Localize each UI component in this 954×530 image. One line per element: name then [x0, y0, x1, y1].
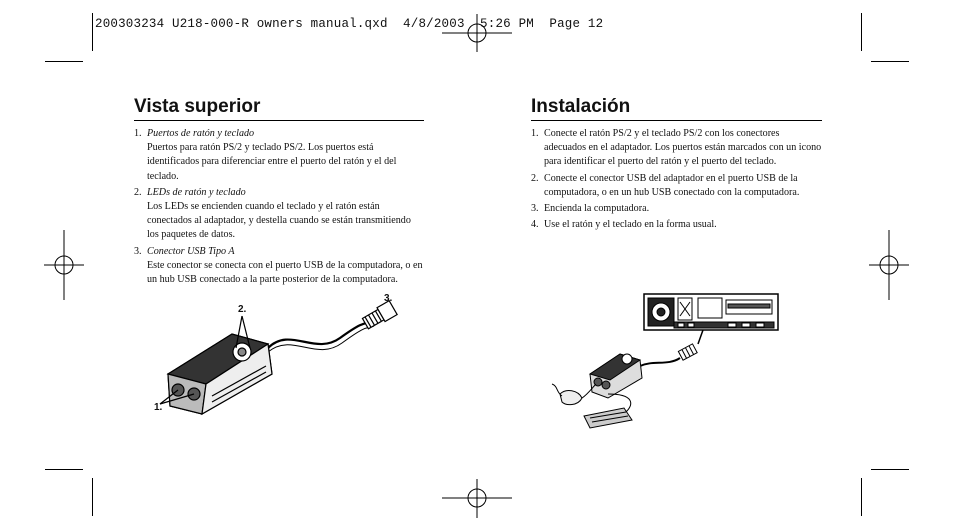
installation-illustration — [538, 286, 800, 431]
section-title-installation: Instalación — [531, 96, 822, 121]
step-number: 2. — [531, 172, 539, 184]
adapter-top-view-figure — [140, 286, 410, 426]
list-item — [134, 186, 424, 243]
top-view-list — [134, 127, 424, 287]
item-number: 3. — [134, 245, 142, 257]
adapter-illustration — [140, 286, 410, 426]
item-text: Puertos para ratón PS/2 y teclado PS/2. Los puertos está identificados para diferenciar entre el puerto del ratón y el del teclado. — [147, 142, 397, 182]
figure-label-2: 2. — [238, 304, 247, 315]
list-item — [134, 127, 424, 184]
item-number: 1. — [134, 128, 142, 139]
item-title: Conector USB Tipo A — [147, 245, 235, 257]
figure-label-3: 3. — [384, 293, 393, 304]
installation-section — [531, 96, 822, 234]
section-title-top-view: Vista superior — [134, 96, 424, 121]
step-text: Encienda la computadora. — [544, 203, 650, 215]
list-item — [134, 245, 424, 288]
item-text: Los LEDs se encienden cuando el teclado y el ratón están conectados al adaptador, y destella cuando se están transmitiendo los paquetes de datos. — [147, 201, 411, 241]
list-item — [531, 218, 822, 232]
item-title: LEDs de ratón y teclado — [147, 186, 246, 198]
list-item — [531, 202, 822, 216]
step-text: Use el ratón y el teclado en la forma usual. — [544, 219, 717, 231]
item-number: 2. — [134, 186, 142, 198]
step-number: 3. — [531, 203, 539, 215]
list-item — [531, 172, 822, 200]
item-title: Puertos de ratón y teclado — [147, 128, 255, 139]
installation-steps — [531, 127, 822, 232]
installation-figure — [538, 286, 800, 431]
step-text: Conecte el conector USB del adaptador en el puerto USB de la computadora, o en un hub USB conectado con la computadora. — [544, 172, 800, 198]
step-number: 4. — [531, 219, 539, 231]
list-item — [531, 127, 822, 170]
slug-line: 200303234 U218-000-R owners manual.qxd 4/8/2003 5:26 PM Page 12 — [95, 17, 604, 31]
figure-label-1: 1. — [154, 402, 163, 413]
item-text: Este conector se conecta con el puerto USB de la computadora, o en un hub USB conectado a la parte posterior de la computadora. — [147, 259, 423, 286]
top-view-section — [134, 96, 424, 289]
step-number: 1. — [531, 128, 539, 139]
step-text: Conecte el ratón PS/2 y el teclado PS/2 con los conectores adecuados en el adaptador. Los puertos están marcados con un icono para identificar el puerto del ratón y el puerto del teclado. — [544, 128, 822, 168]
